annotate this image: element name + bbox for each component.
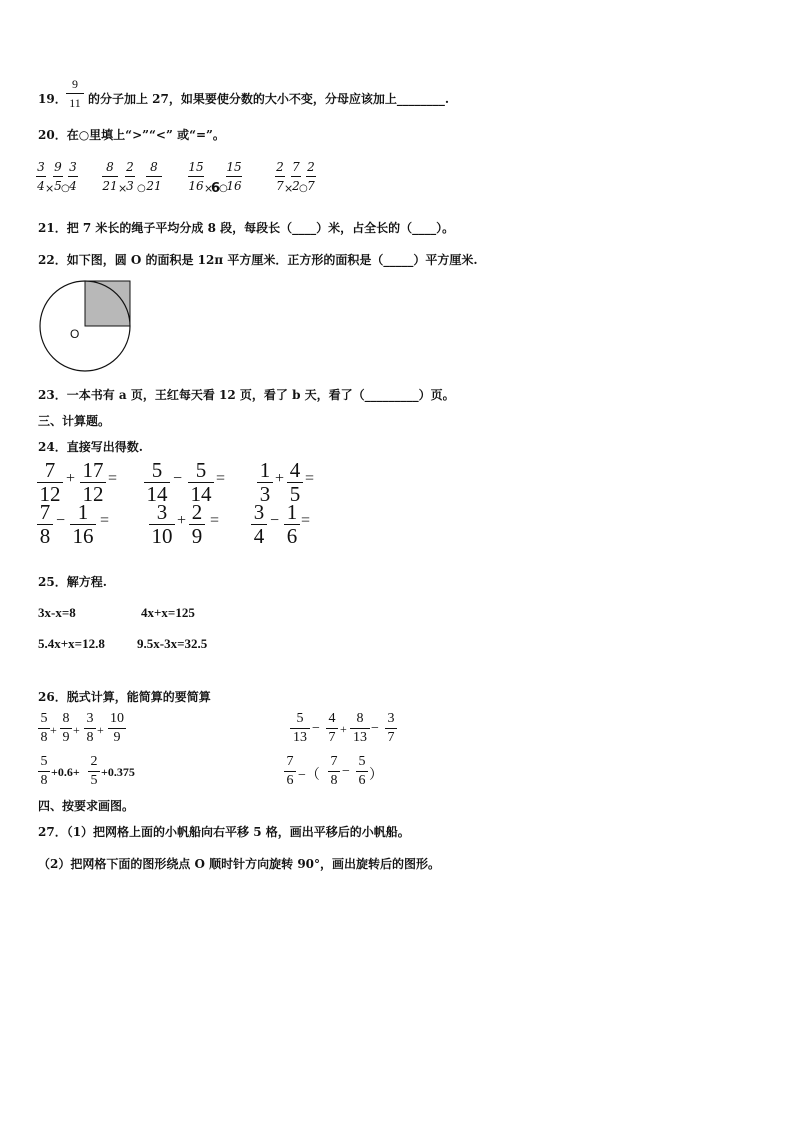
q26-1-f2-num: 8 [62, 711, 70, 726]
q26-1-f4-den: 9 [113, 730, 121, 745]
q20-2-b-den: 3 [126, 179, 134, 193]
q26-2-f4-num: 3 [387, 711, 395, 726]
q20-4-a-den: 7 [276, 179, 284, 193]
q24-6-b-num: 1 [286, 500, 298, 524]
q26-2-op-2: + [340, 722, 347, 736]
q24-4-a-num: 7 [39, 500, 51, 524]
q24-3-a-num: 1 [259, 458, 271, 482]
q24-6-b-den: 6 [286, 524, 298, 548]
q19-fraction-denominator: 11 [69, 96, 81, 110]
q24-6-a-den: 4 [253, 524, 265, 548]
q26-1-op-3: + [97, 723, 104, 737]
q26-3-text-1: +0.6+ [51, 765, 80, 779]
q26-1-op-1: + [50, 723, 57, 737]
q20-1-c-num: 3 [69, 160, 77, 174]
q26-3-f1-den: 8 [40, 773, 48, 788]
q26-1-f3-num: 3 [86, 711, 94, 726]
q20-1-op: × [45, 182, 55, 195]
q20-4-b-den: 2 [292, 179, 300, 193]
q26-2-f1-num: 5 [296, 711, 304, 726]
q26-title: 26．脱式计算，能简算的要简算 [38, 690, 211, 704]
q21-text: 21．把 7 米长的绳子平均分成 8 段，每段长（____）米，占全长的（____）。 [38, 221, 455, 235]
q20-3-a-num: 15 [188, 160, 204, 174]
q19-number: 19． [38, 92, 67, 106]
q24-5-b-num: 2 [191, 500, 203, 524]
q26-2-f3-den: 13 [353, 730, 367, 745]
q22-center-label: O [70, 327, 80, 341]
q20-3-c-den: 16 [226, 179, 242, 193]
q25-equation-4: 9.5x-3x=32.5 [137, 636, 208, 651]
q26-2-op-3: − [371, 721, 379, 736]
q26-2-f4-den: 7 [387, 730, 395, 745]
q20-title: 20．在○里填上“>”“<” 或“=”。 [38, 128, 225, 142]
q22-square [85, 281, 130, 326]
q26-4-f2-num: 7 [330, 754, 338, 769]
q24-1-a-den: 12 [39, 482, 61, 506]
q24-4-eq: = [100, 512, 110, 529]
section-3-heading: 三、计算题。 [38, 414, 111, 428]
q24-5-b-den: 9 [191, 524, 203, 548]
q26-4-text-3: ） [369, 768, 383, 783]
q20-3-op: × [204, 182, 214, 195]
q26-4-f3-den: 6 [358, 773, 366, 788]
q24-3-b-num: 4 [289, 458, 301, 482]
section-4-heading: 四、按要求画图。 [38, 799, 135, 813]
q24-4-a-den: 8 [39, 524, 51, 548]
q25-title: 25．解方程. [38, 575, 107, 589]
q22-text: 22．如下图，圆 O 的面积是 12π 平方厘米．正方形的面积是（_____）平方厘米. [38, 253, 478, 267]
q24-3-op: + [275, 470, 285, 487]
q20-1-a-num: 3 [37, 160, 45, 174]
q24-title: 24．直接写出得数. [38, 440, 143, 454]
q20-3-c-num: 15 [226, 160, 242, 174]
q24-3-b-den: 5 [289, 482, 301, 506]
q26-3-f2-num: 2 [90, 754, 98, 769]
q26-4-f2-den: 8 [330, 773, 338, 788]
q24-6-a-num: 3 [253, 500, 265, 524]
q20-2-c-num: 8 [150, 160, 158, 174]
q27-part-2: （2）把网格下面的图形绕点 O 顺时针方向旋转 90°，画出旋转后的图形。 [38, 857, 441, 871]
q20-4-op: × [284, 182, 294, 195]
q24-6-op: − [270, 512, 280, 529]
q20-1-b-num: 9 [54, 160, 62, 174]
q20-4-c-den: 7 [307, 179, 315, 193]
q20-4-b-num: 7 [292, 160, 300, 174]
q24-5-op: + [177, 512, 187, 529]
q27-part-1: 27．（1）把网格上面的小帆船向右平移 5 格，画出平移后的小帆船。 [38, 825, 410, 839]
q26-3-f2-den: 5 [90, 773, 98, 788]
q22-circle-square-figure [36, 278, 136, 372]
q24-3-a-den: 3 [259, 482, 271, 506]
q20-1-b-den: 5 [54, 179, 62, 193]
q26-4-text-1: −（ [298, 768, 320, 783]
q20-3-a-den: 16 [188, 179, 204, 193]
q20-2-op: × [118, 182, 128, 195]
q20-4-a-num: 2 [276, 160, 284, 174]
q26-1-f1-den: 8 [40, 730, 48, 745]
q24-2-eq: = [216, 470, 226, 487]
q20-2-b-num: 2 [126, 160, 134, 174]
q24-4-b-den: 16 [72, 524, 94, 548]
q24-4-b-num: 1 [77, 500, 89, 524]
q24-4-op: − [56, 512, 66, 529]
q20-3-compare-circle[interactable]: ○ [219, 183, 228, 194]
q24-2-b-num: 5 [195, 458, 207, 482]
q24-5-a-den: 10 [151, 524, 173, 548]
q26-1-f3-den: 8 [86, 730, 94, 745]
q20-1-compare-circle[interactable]: ○ [61, 183, 70, 194]
q24-5-a-num: 3 [156, 500, 168, 524]
q19-fraction-numerator: 9 [72, 77, 78, 91]
q20-2-a-den: 21 [102, 179, 118, 193]
q24-3-eq: = [305, 470, 315, 487]
q24-5-eq: = [210, 512, 220, 529]
q26-1-f1-num: 5 [40, 711, 48, 726]
q20-1-a-den: 4 [37, 179, 45, 193]
q26-1-f4-num: 10 [110, 711, 124, 726]
q24-1-b-den: 12 [82, 482, 104, 506]
q20-2-a-num: 8 [106, 160, 114, 174]
q20-4-c-num: 2 [307, 160, 315, 174]
q23-text: 23．一本书有 a 页，王红每天看 12 页，看了 b 天，看了（_________）页。 [38, 388, 455, 402]
q26-1-f2-den: 9 [62, 730, 70, 745]
q24-2-a-den: 14 [146, 482, 168, 506]
q25-equation-1: 3x-x=8 [38, 605, 76, 620]
q26-2-f2-num: 4 [328, 711, 336, 726]
q26-2-f3-num: 8 [356, 711, 364, 726]
q26-3-text-2: +0.375 [101, 765, 135, 779]
q26-3-f1-num: 5 [40, 754, 48, 769]
q20-2-compare-circle[interactable]: ○ [137, 183, 146, 194]
q24-1-b-num: 17 [82, 458, 104, 482]
q26-2-f2-den: 7 [328, 730, 336, 745]
q25-equation-2: 4x+x=125 [141, 605, 195, 620]
q19-text: 的分子加上 27，如果要使分数的大小不变，分母应该加上________. [88, 92, 450, 106]
q20-3-integer: 6 [211, 181, 221, 196]
q20-2-c-den: 21 [146, 179, 162, 193]
q19-fraction [66, 78, 84, 109]
q24-1-a-num: 7 [44, 458, 56, 482]
q25-equation-3: 5.4x+x=12.8 [38, 636, 105, 651]
q20-1-c-den: 4 [69, 179, 77, 193]
q26-4-f3-num: 5 [358, 754, 366, 769]
q26-2-f1-den: 13 [293, 730, 307, 745]
q24-1-eq: = [108, 470, 118, 487]
q24-2-b-den: 14 [190, 482, 212, 506]
q26-4-text-2: − [342, 764, 350, 779]
q24-6-eq: = [301, 512, 311, 529]
q24-2-op: − [173, 470, 183, 487]
q26-2-op-1: − [312, 721, 320, 736]
q24-1-op: + [66, 470, 76, 487]
q24-2-a-num: 5 [151, 458, 163, 482]
q26-4-f1-num: 7 [286, 754, 294, 769]
q26-4-f1-den: 6 [286, 773, 294, 788]
q26-1-op-2: + [73, 723, 80, 737]
q20-4-compare-circle[interactable]: ○ [299, 183, 308, 194]
